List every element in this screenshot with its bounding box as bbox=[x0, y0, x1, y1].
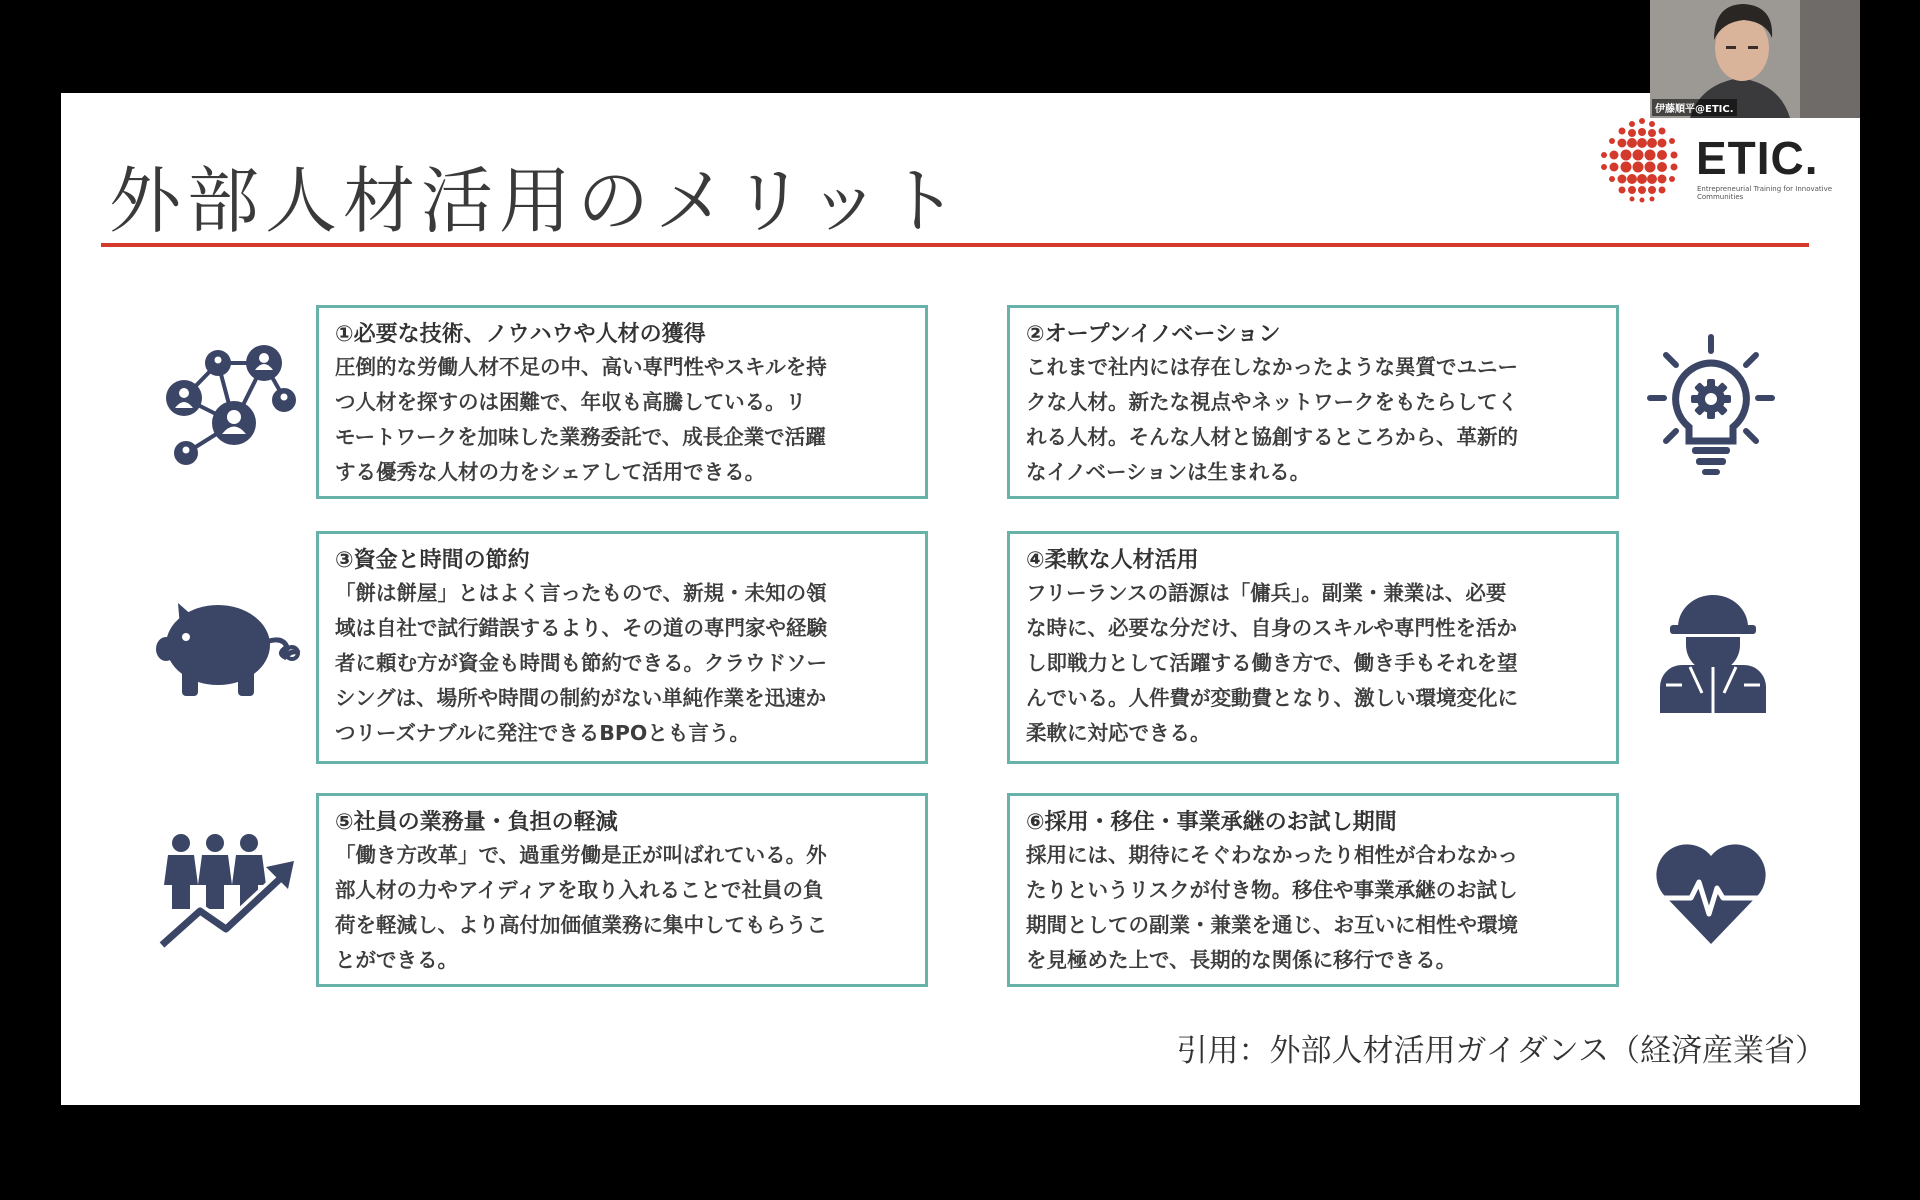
lightbulb-gear-icon bbox=[1646, 333, 1776, 478]
slide-title: 外部人材活用のメリット bbox=[109, 159, 965, 243]
card-body-line: 「働き方改革」で、過重労働是正が叫ばれている。外 bbox=[335, 843, 827, 867]
card-body-line: 域は自社で試行錯誤するより、その道の専門家や経験 bbox=[335, 616, 827, 640]
team-growth-icon bbox=[156, 833, 301, 953]
logo-wordmark: ETIC. bbox=[1696, 132, 1819, 184]
people-network-icon bbox=[156, 338, 301, 468]
merit-card-2 bbox=[1007, 305, 1619, 499]
title-underline bbox=[101, 243, 1809, 247]
card-body-line: シングは、場所や時間の制約がない単純作業を迅速か bbox=[335, 686, 827, 710]
etic-dot-mark-icon bbox=[1596, 115, 1688, 205]
card-heading: ③資金と時間の節約 bbox=[335, 548, 530, 573]
card-heading: ④柔軟な人材活用 bbox=[1026, 548, 1199, 573]
soldier-icon bbox=[1656, 583, 1771, 713]
card-heading: ⑤社員の業務量・負担の軽減 bbox=[335, 810, 618, 835]
card-body-line: つ人材を探すのは困難で、年収も高騰している。リ bbox=[335, 390, 807, 414]
card-body-line: なイノベーションは生まれる。 bbox=[1026, 460, 1311, 484]
card-body-line: し即戦力として活躍する働き方で、働き手もそれを望 bbox=[1026, 651, 1518, 675]
card-body-line: 柔軟に対応できる。 bbox=[1026, 721, 1211, 745]
card-body-line: んでいる。人件費が変動費となり、激しい環境変化に bbox=[1026, 686, 1518, 710]
merit-card-6 bbox=[1007, 793, 1619, 987]
piggy-bank-icon bbox=[156, 593, 301, 703]
etic-logo bbox=[1596, 115, 1833, 205]
card-body-line: つリーズナブルに発注できるBPOとも言う。 bbox=[335, 721, 750, 745]
card-body-line: たりというリスクが付き物。移住や事業承継のお試し bbox=[1026, 878, 1518, 902]
merit-card-5 bbox=[316, 793, 928, 987]
card-body-line: 期間としての副業・兼業を通じ、お互いに相性や環境 bbox=[1026, 913, 1518, 937]
merit-card-1 bbox=[316, 305, 928, 499]
card-body-line: な時に、必要な分だけ、自身のスキルや専門性を活か bbox=[1026, 616, 1517, 640]
card-body-line: とができる。 bbox=[335, 948, 458, 972]
card-body-line: れる人材。そんな人材と協創するところから、革新的 bbox=[1026, 425, 1518, 449]
card-heading: ②オープンイノベーション bbox=[1026, 322, 1281, 347]
card-body-line: 者に頼む方が資金も時間も節約できる。クラウドソー bbox=[335, 651, 827, 675]
merit-card-3 bbox=[316, 531, 928, 764]
card-body-line: する優秀な人材の力をシェアして活用できる。 bbox=[335, 460, 766, 484]
merit-card-4 bbox=[1007, 531, 1619, 764]
card-body-line: 圧倒的な労働人材不足の中、高い専門性やスキルを持 bbox=[335, 355, 827, 379]
card-body-line: フリーランスの語源は「傭兵」。副業・兼業は、必要 bbox=[1026, 581, 1507, 605]
citation-text: 引用：外部人材活用ガイダンス（経済産業省） bbox=[1176, 1033, 1826, 1069]
card-body-line: を見極めた上で、長期的な関係に移行できる。 bbox=[1026, 948, 1457, 972]
card-body-line: 部人材の力やアイディアを取り入れることで社員の負 bbox=[335, 878, 824, 902]
card-heading: ⑥採用・移住・事業承継のお試し期間 bbox=[1026, 810, 1397, 835]
card-body-line: モートワークを加味した業務委託で、成長企業で活躍 bbox=[335, 425, 826, 449]
card-body-line: 「餅は餅屋」とはよく言ったもので、新規・未知の領 bbox=[335, 581, 827, 605]
card-body-line: 荷を軽減し、より高付加価値業務に集中してもらうこ bbox=[335, 913, 827, 937]
card-heading: ①必要な技術、ノウハウや人材の獲得 bbox=[335, 322, 706, 347]
logo-tagline: Entrepreneurial Training for Innovative Communities bbox=[1697, 185, 1833, 201]
participant-video-tile[interactable] bbox=[1650, 0, 1860, 118]
participant-name-label: 伊藤順平@ETIC. bbox=[1652, 99, 1737, 116]
card-body-line: これまで社内には存在しなかったような異質でユニー bbox=[1026, 355, 1518, 379]
card-body-line: クな人材。新たな視点やネットワークをもたらしてく bbox=[1026, 390, 1518, 414]
presentation-slide bbox=[61, 93, 1860, 1105]
heart-pulse-icon bbox=[1651, 838, 1771, 948]
card-body-line: 採用には、期待にそぐわなかったり相性が合わなかっ bbox=[1026, 843, 1518, 867]
